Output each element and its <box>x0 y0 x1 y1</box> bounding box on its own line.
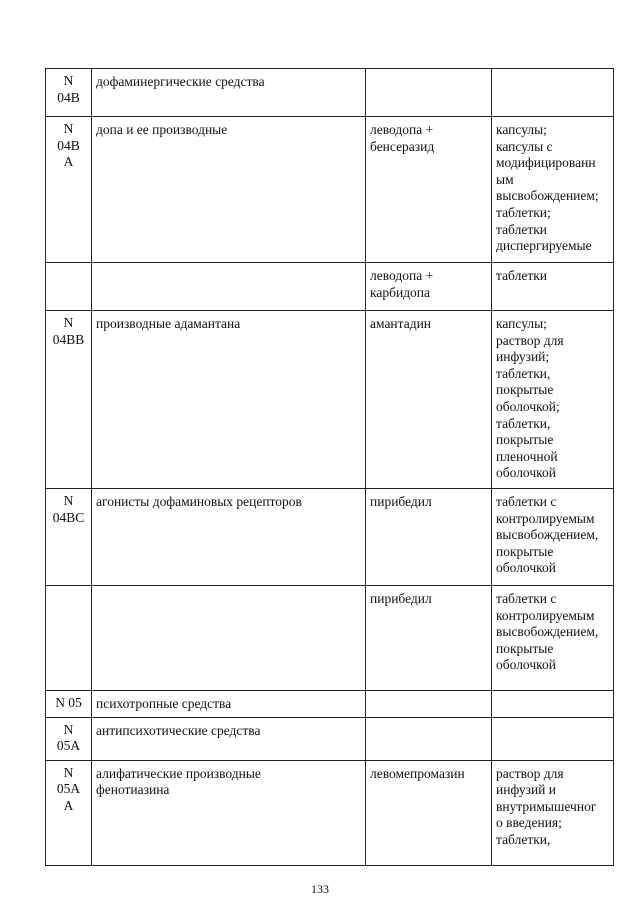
atc-code-cell <box>46 263 92 311</box>
dosage-form-cell <box>492 760 614 865</box>
cell-text: таблетки с контролируемым высвобождением, покрытые оболочкой <box>496 591 599 673</box>
table-row <box>46 717 614 760</box>
group-name-cell <box>92 717 366 760</box>
group-name-cell <box>92 691 366 718</box>
cell-text: N 04BB <box>52 315 85 347</box>
cell-text: N 04B A <box>57 121 80 170</box>
table-row <box>46 489 614 586</box>
group-name-cell <box>92 117 366 263</box>
group-name-cell <box>92 489 366 586</box>
group-name-cell <box>92 760 366 865</box>
cell-text: антипсихотические средства <box>96 722 261 738</box>
substance-cell <box>366 311 492 489</box>
substance-cell <box>366 117 492 263</box>
substance-cell <box>366 691 492 718</box>
dosage-form-cell <box>492 311 614 489</box>
atc-code-cell <box>46 117 92 263</box>
cell-text: алифатические производные фенотиазина <box>96 765 261 798</box>
table-row <box>46 117 614 263</box>
cell-text: левомепромазин <box>370 765 465 781</box>
dosage-form-cell <box>492 263 614 311</box>
page-number: 133 <box>311 882 329 896</box>
cell-text: производные адамантана <box>96 316 241 331</box>
cell-text: агонисты дофаминовых рецепторов <box>96 494 302 509</box>
drug-table <box>45 68 614 866</box>
substance-cell <box>366 760 492 865</box>
group-name-cell <box>92 311 366 489</box>
cell-text: капсулы; капсулы с модифицированн ым высвобождением; таблетки; таблетки диспергируемые <box>496 122 599 254</box>
cell-text: таблетки <box>496 268 548 283</box>
atc-code-cell <box>46 69 92 117</box>
cell-text: психотропные средства <box>96 696 232 711</box>
cell-text: дофаминергические средства <box>96 74 265 89</box>
cell-text: пирибедил <box>370 494 432 509</box>
table-row <box>46 760 614 865</box>
atc-code-cell <box>46 717 92 760</box>
dosage-form-cell <box>492 117 614 263</box>
table-row <box>46 69 614 117</box>
cell-text: допа и ее производные <box>96 122 228 137</box>
cell-text: N 05 <box>55 695 82 710</box>
cell-text: леводопа + бенсеразид <box>370 122 435 154</box>
substance-cell <box>366 717 492 760</box>
group-name-cell <box>92 586 366 691</box>
table-row <box>46 311 614 489</box>
cell-text: N 05A <box>56 721 81 754</box>
dosage-form-cell <box>492 489 614 586</box>
group-name-cell <box>92 69 366 117</box>
substance-cell <box>366 263 492 311</box>
dosage-form-cell <box>492 586 614 691</box>
dosage-form-cell <box>492 717 614 760</box>
table-row <box>46 691 614 718</box>
group-name-cell <box>92 263 366 311</box>
table-body <box>46 69 614 866</box>
cell-text: раствор для инфузий и внутримышечног о введения; таблетки, <box>496 765 597 847</box>
cell-text: капсулы; раствор для инфузий; таблетки, покрытые оболочкой; таблетки, покрытые пленочной оболочкой <box>496 316 564 481</box>
cell-text: N 04B <box>57 73 80 105</box>
cell-text: леводопа + карбидопа <box>370 268 434 300</box>
cell-text: N 05A A <box>56 764 81 813</box>
dosage-form-cell <box>492 69 614 117</box>
substance-cell <box>366 489 492 586</box>
atc-code-cell <box>46 311 92 489</box>
substance-cell <box>366 586 492 691</box>
atc-code-cell <box>46 760 92 865</box>
cell-text: N 04BC <box>52 493 85 525</box>
substance-cell <box>366 69 492 117</box>
cell-text: пирибедил <box>370 591 432 606</box>
dosage-form-cell <box>492 691 614 718</box>
table-row <box>46 586 614 691</box>
cell-text: таблетки с контролируемым высвобождением, покрытые оболочкой <box>496 494 599 576</box>
atc-code-cell <box>46 586 92 691</box>
atc-code-cell <box>46 489 92 586</box>
table-row <box>46 263 614 311</box>
cell-text: амантадин <box>370 316 432 331</box>
atc-code-cell <box>46 691 92 718</box>
